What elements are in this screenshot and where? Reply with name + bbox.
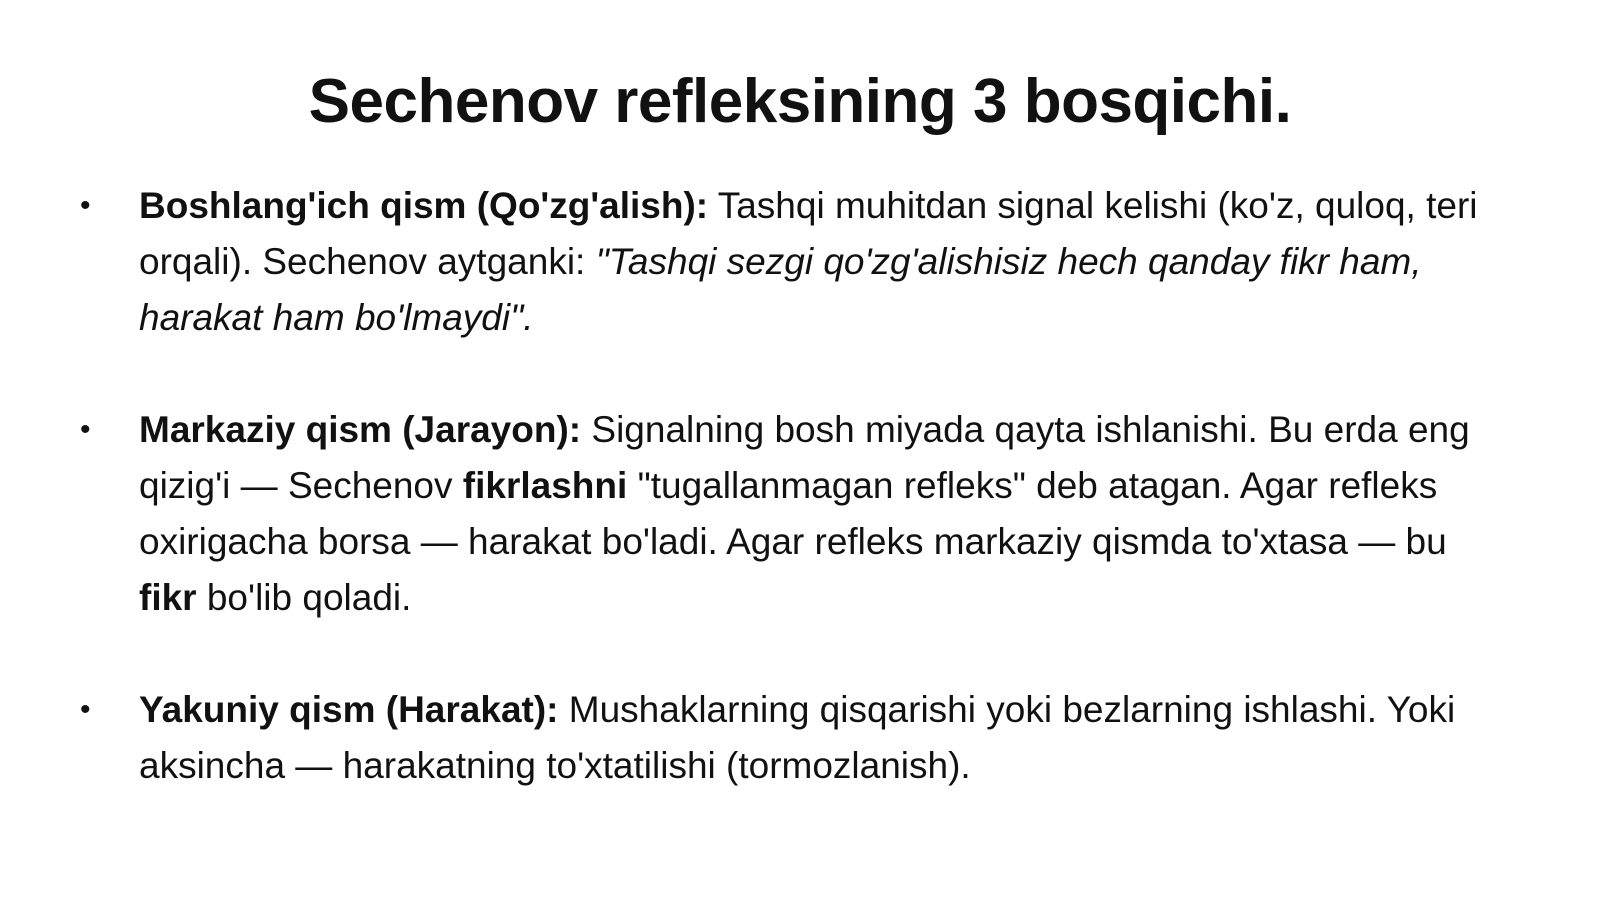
bullet-text: Tashqi muhitdan signal kelishi (ko'z, quloq, teri orqali). Sechenov aytganki: [139,185,1478,282]
bullet-dot-icon: • [80,693,91,726]
bullet-item-initial [74,178,1514,346]
bullet-text: bo'lib qoladi. [196,577,412,618]
bullet-text: Signalning bosh miyada qayta ishlanishi. Bu erda eng qizig'i — Sechenov [139,409,1470,506]
bullet-dot-icon: • [80,189,91,222]
slide-title: Sechenov refleksining 3 bosqichi. [308,67,1292,136]
bullet-item-final [74,682,1514,794]
bullet-heading: Markaziy qism (Jarayon): [139,409,582,450]
bullet-list [74,178,1514,794]
bullet-heading: Yakuniy qism (Harakat): [139,689,559,730]
bullet-emphasis: fikr [139,577,197,618]
bullet-quote: "Tashqi sezgi qo'zg'alishisiz hech qanday fikr ham, harakat ham bo'lmaydi". [139,241,1422,338]
bullet-item-central [74,402,1514,626]
bullet-heading: Boshlang'ich qism (Qo'zg'alish): [139,185,709,226]
bullet-dot-icon: • [80,413,91,446]
bullet-text: Mushaklarning qisqarishi yoki bezlarning ishlashi. Yoki aksincha — harakatning to'xtatilishi (tormozlanish). [139,689,1456,786]
bullet-emphasis: fikrlashni [462,465,628,506]
bullet-text: "tugallanmagan refleks" deb atagan. Agar refleks oxirigacha borsa — harakat bo'ladi. Agar refleks markaziy qismda to'xtasa — bu [139,465,1447,562]
